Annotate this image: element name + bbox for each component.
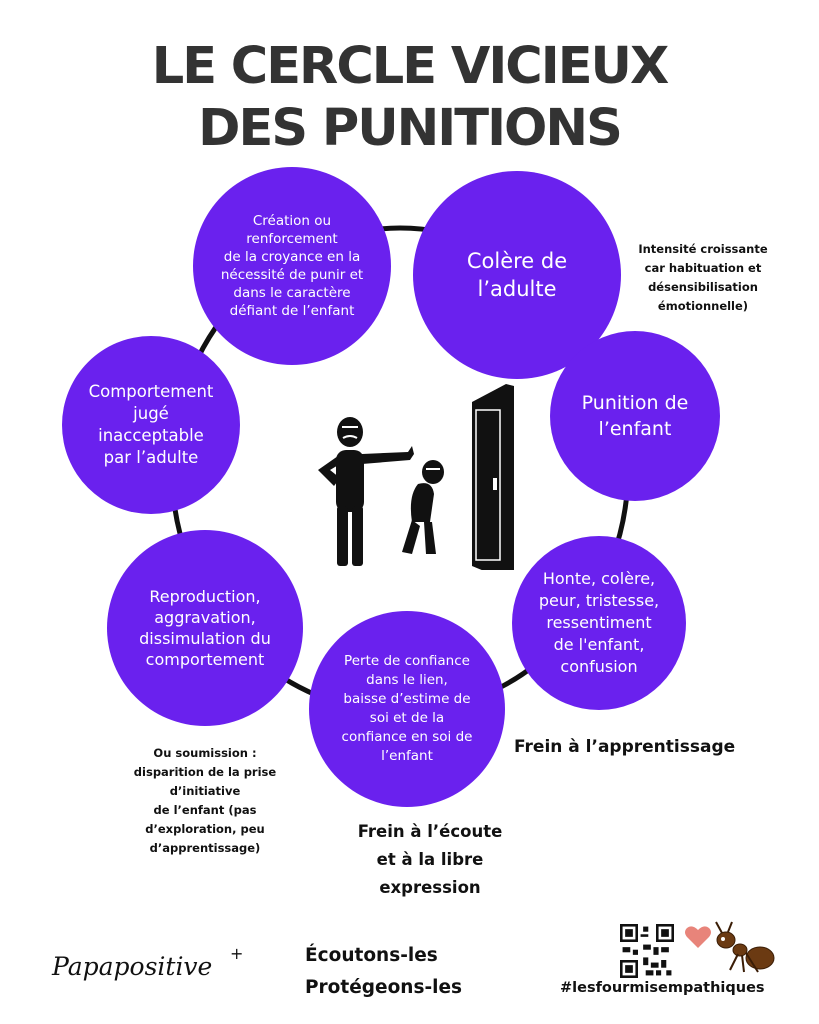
qr-code-icon: [620, 924, 674, 978]
cycle-node-text: Perte de confiance dans le lien, baisse d’estime de soi et de la confiance en soi de l’enfant: [341, 653, 473, 764]
cycle-node-text: Reproduction, aggravation, dissimulation du comportement: [139, 587, 271, 669]
cycle-node-punition-enfant: [550, 331, 720, 501]
title-line-2: DES PUNITIONS: [198, 99, 621, 158]
brand-mark: +: [230, 944, 244, 963]
adult-pointing-icon: [318, 417, 414, 566]
cycle-node-comportement-juge: [62, 336, 240, 514]
note-frein-apprentissage: Frein à l’apprentissage: [514, 737, 736, 757]
child-head-down-icon: [402, 460, 444, 554]
hashtag: #lesfourmisempathiques: [560, 980, 765, 996]
ant-icon: [712, 920, 778, 976]
cycle-node-croyance: [193, 167, 391, 365]
note-frein-ecoute: Frein à l’écoute et à la libre expression: [357, 822, 503, 897]
heart-icon: [684, 924, 712, 950]
cycle-node-text: Punition de l’enfant: [581, 392, 689, 440]
brand-logo: Papapositive: [52, 952, 213, 981]
cycle-node-text: Honte, colère, peur, tristesse, ressentiment de l'enfant, confusion: [538, 569, 660, 676]
punishment-scene: [300, 370, 530, 570]
cycle-node-perte-confiance: [309, 611, 505, 807]
cycle-node-text: Colère de l’adulte: [466, 249, 568, 301]
cycle-node-text: Création ou renforcement de la croyance en la nécessité de punir et dans le caractère défiant de l’enfant: [220, 213, 364, 319]
slogan: Écoutons-les Protégeons-les: [305, 945, 463, 998]
note-soumission: Ou soumission : disparition de la prise d’initiative de l’enfant (pas d’exploration, peu d’apprentissage): [133, 746, 277, 855]
cycle-node-reproduction: [107, 530, 303, 726]
note-intensite: Intensité croissante car habituation et désensibilisation émotionnelle): [638, 242, 768, 313]
title-line-1: LE CERCLE VICIEUX: [151, 37, 668, 96]
cycle-node-text: Comportement jugé inacceptable par l’adulte: [88, 382, 214, 467]
door-icon: [472, 384, 514, 570]
cycle-node-emotions-enfant: [512, 536, 686, 710]
